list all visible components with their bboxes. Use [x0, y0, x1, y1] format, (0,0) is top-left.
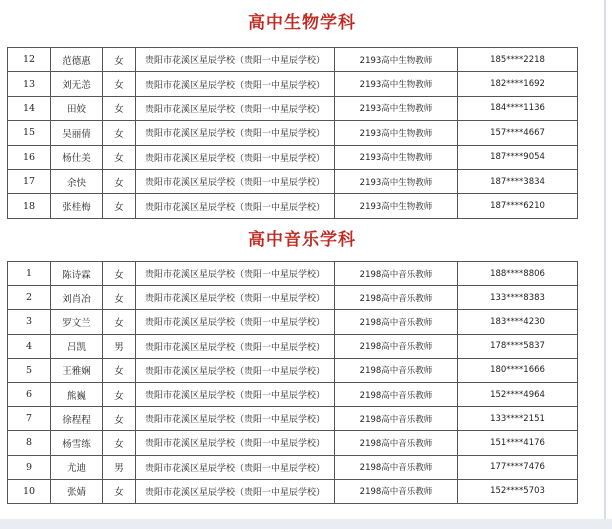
- cell-phone: 183****4230: [458, 310, 578, 334]
- cell-gender: 女: [103, 382, 136, 406]
- cell-school: 贵阳市花溪区星辰学校（贵阳一中星辰学校）: [136, 48, 335, 72]
- cell-name: 尤迪: [51, 455, 103, 479]
- cell-gender: 女: [103, 96, 136, 120]
- cell-number: 4: [8, 334, 51, 358]
- cell-position: 2198高中音乐教师: [335, 479, 458, 503]
- cell-school: 贵阳市花溪区星辰学校（贵阳一中星辰学校）: [136, 121, 335, 145]
- cell-phone: 133****2151: [458, 407, 578, 431]
- cell-gender: 女: [103, 72, 136, 96]
- table-row: [8, 121, 578, 145]
- cell-gender: 女: [103, 286, 136, 310]
- table-row: [8, 310, 578, 334]
- cell-name: 张婧: [51, 479, 103, 503]
- cell-name: 杨仕美: [51, 145, 103, 169]
- cell-position: 2198高中音乐教师: [335, 431, 458, 455]
- table-row: [8, 431, 578, 455]
- biology-table-body: [8, 48, 578, 219]
- cell-gender: 女: [103, 431, 136, 455]
- cell-school: 贵阳市花溪区星辰学校（贵阳一中星辰学校）: [136, 334, 335, 358]
- cell-phone: 187****9054: [458, 145, 578, 169]
- cell-number: 10: [8, 479, 51, 503]
- cell-gender: 女: [103, 407, 136, 431]
- cell-number: 3: [8, 310, 51, 334]
- cell-number: 7: [8, 407, 51, 431]
- cell-phone: 180****1666: [458, 358, 578, 382]
- cell-number: 9: [8, 455, 51, 479]
- cell-position: 2198高中音乐教师: [335, 455, 458, 479]
- table-row: [8, 72, 578, 96]
- cell-position: 2198高中音乐教师: [335, 310, 458, 334]
- table-row: [8, 407, 578, 431]
- cell-school: 贵阳市花溪区星辰学校（贵阳一中星辰学校）: [136, 407, 335, 431]
- bottom-scroll-area: [0, 519, 612, 529]
- cell-phone: 177****7476: [458, 455, 578, 479]
- cell-gender: 女: [103, 479, 136, 503]
- cell-phone: 184****1136: [458, 96, 578, 120]
- table-row: [8, 479, 578, 503]
- cell-number: 6: [8, 382, 51, 406]
- cell-school: 贵阳市花溪区星辰学校（贵阳一中星辰学校）: [136, 72, 335, 96]
- cell-name: 陈诗霖: [51, 262, 103, 286]
- cell-gender: 女: [103, 121, 136, 145]
- cell-position: 2193高中生物教师: [335, 145, 458, 169]
- cell-phone: 157****4667: [458, 121, 578, 145]
- cell-school: 贵阳市花溪区星辰学校（贵阳一中星辰学校）: [136, 455, 335, 479]
- cell-name: 田姣: [51, 96, 103, 120]
- table-row: [8, 194, 578, 218]
- music-table: [7, 261, 578, 504]
- cell-position: 2193高中生物教师: [335, 72, 458, 96]
- cell-phone: 185****2218: [458, 48, 578, 72]
- table-row: [8, 145, 578, 169]
- cell-name: 杨雪练: [51, 431, 103, 455]
- cell-name: 范德惠: [51, 48, 103, 72]
- cell-position: 2198高中音乐教师: [335, 286, 458, 310]
- cell-position: 2193高中生物教师: [335, 194, 458, 218]
- cell-school: 贵阳市花溪区星辰学校（贵阳一中星辰学校）: [136, 145, 335, 169]
- table-row: [8, 96, 578, 120]
- cell-phone: 152****5703: [458, 479, 578, 503]
- cell-number: 5: [8, 358, 51, 382]
- cell-position: 2198高中音乐教师: [335, 262, 458, 286]
- cell-name: 徐程程: [51, 407, 103, 431]
- cell-number: 15: [8, 121, 51, 145]
- cell-number: 12: [8, 48, 51, 72]
- cell-phone: 188****8806: [458, 262, 578, 286]
- table-row: [8, 358, 578, 382]
- cell-gender: 女: [103, 48, 136, 72]
- cell-phone: 133****8383: [458, 286, 578, 310]
- cell-number: 17: [8, 169, 51, 193]
- cell-position: 2198高中音乐教师: [335, 382, 458, 406]
- music-section-title: 高中音乐学科: [248, 230, 356, 250]
- cell-gender: 女: [103, 262, 136, 286]
- cell-name: 吴丽倩: [51, 121, 103, 145]
- biology-section-title: 高中生物学科: [248, 13, 356, 33]
- music-table-body: [8, 262, 578, 504]
- cell-name: 余快: [51, 169, 103, 193]
- cell-position: 2193高中生物教师: [335, 121, 458, 145]
- biology-table: [7, 47, 578, 219]
- cell-gender: 女: [103, 358, 136, 382]
- cell-school: 贵阳市花溪区星辰学校（贵阳一中星辰学校）: [136, 479, 335, 503]
- cell-phone: 182****1692: [458, 72, 578, 96]
- cell-school: 贵阳市花溪区星辰学校（贵阳一中星辰学校）: [136, 262, 335, 286]
- table-row: [8, 334, 578, 358]
- cell-gender: 女: [103, 194, 136, 218]
- cell-school: 贵阳市花溪区星辰学校（贵阳一中星辰学校）: [136, 310, 335, 334]
- table-row: [8, 169, 578, 193]
- cell-position: 2198高中音乐教师: [335, 334, 458, 358]
- cell-number: 18: [8, 194, 51, 218]
- cell-number: 2: [8, 286, 51, 310]
- cell-number: 1: [8, 262, 51, 286]
- cell-school: 贵阳市花溪区星辰学校（贵阳一中星辰学校）: [136, 194, 335, 218]
- table-row: [8, 455, 578, 479]
- cell-position: 2198高中音乐教师: [335, 358, 458, 382]
- cell-gender: 男: [103, 455, 136, 479]
- cell-name: 刘无恙: [51, 72, 103, 96]
- cell-phone: 152****4964: [458, 382, 578, 406]
- cell-phone: 151****4176: [458, 431, 578, 455]
- cell-number: 14: [8, 96, 51, 120]
- cell-gender: 女: [103, 169, 136, 193]
- cell-school: 贵阳市花溪区星辰学校（贵阳一中星辰学校）: [136, 96, 335, 120]
- cell-gender: 女: [103, 145, 136, 169]
- cell-position: 2193高中生物教师: [335, 96, 458, 120]
- table-row: [8, 286, 578, 310]
- cell-phone: 187****3834: [458, 169, 578, 193]
- cell-gender: 女: [103, 310, 136, 334]
- cell-gender: 男: [103, 334, 136, 358]
- page-edge-divider: [604, 0, 606, 529]
- cell-number: 8: [8, 431, 51, 455]
- cell-phone: 178****5837: [458, 334, 578, 358]
- cell-school: 贵阳市花溪区星辰学校（贵阳一中星辰学校）: [136, 286, 335, 310]
- cell-school: 贵阳市花溪区星辰学校（贵阳一中星辰学校）: [136, 382, 335, 406]
- cell-number: 16: [8, 145, 51, 169]
- cell-phone: 187****6210: [458, 194, 578, 218]
- cell-school: 贵阳市花溪区星辰学校（贵阳一中星辰学校）: [136, 169, 335, 193]
- cell-name: 吕凯: [51, 334, 103, 358]
- cell-number: 13: [8, 72, 51, 96]
- cell-name: 刘肖冶: [51, 286, 103, 310]
- cell-position: 2193高中生物教师: [335, 48, 458, 72]
- cell-name: 熊巍: [51, 382, 103, 406]
- table-row: [8, 48, 578, 72]
- cell-name: 张桂梅: [51, 194, 103, 218]
- cell-position: 2198高中音乐教师: [335, 407, 458, 431]
- cell-school: 贵阳市花溪区星辰学校（贵阳一中星辰学校）: [136, 431, 335, 455]
- cell-position: 2193高中生物教师: [335, 169, 458, 193]
- cell-school: 贵阳市花溪区星辰学校（贵阳一中星辰学校）: [136, 358, 335, 382]
- cell-name: 罗文兰: [51, 310, 103, 334]
- table-row: [8, 382, 578, 406]
- table-row: [8, 262, 578, 286]
- cell-name: 王雅娴: [51, 358, 103, 382]
